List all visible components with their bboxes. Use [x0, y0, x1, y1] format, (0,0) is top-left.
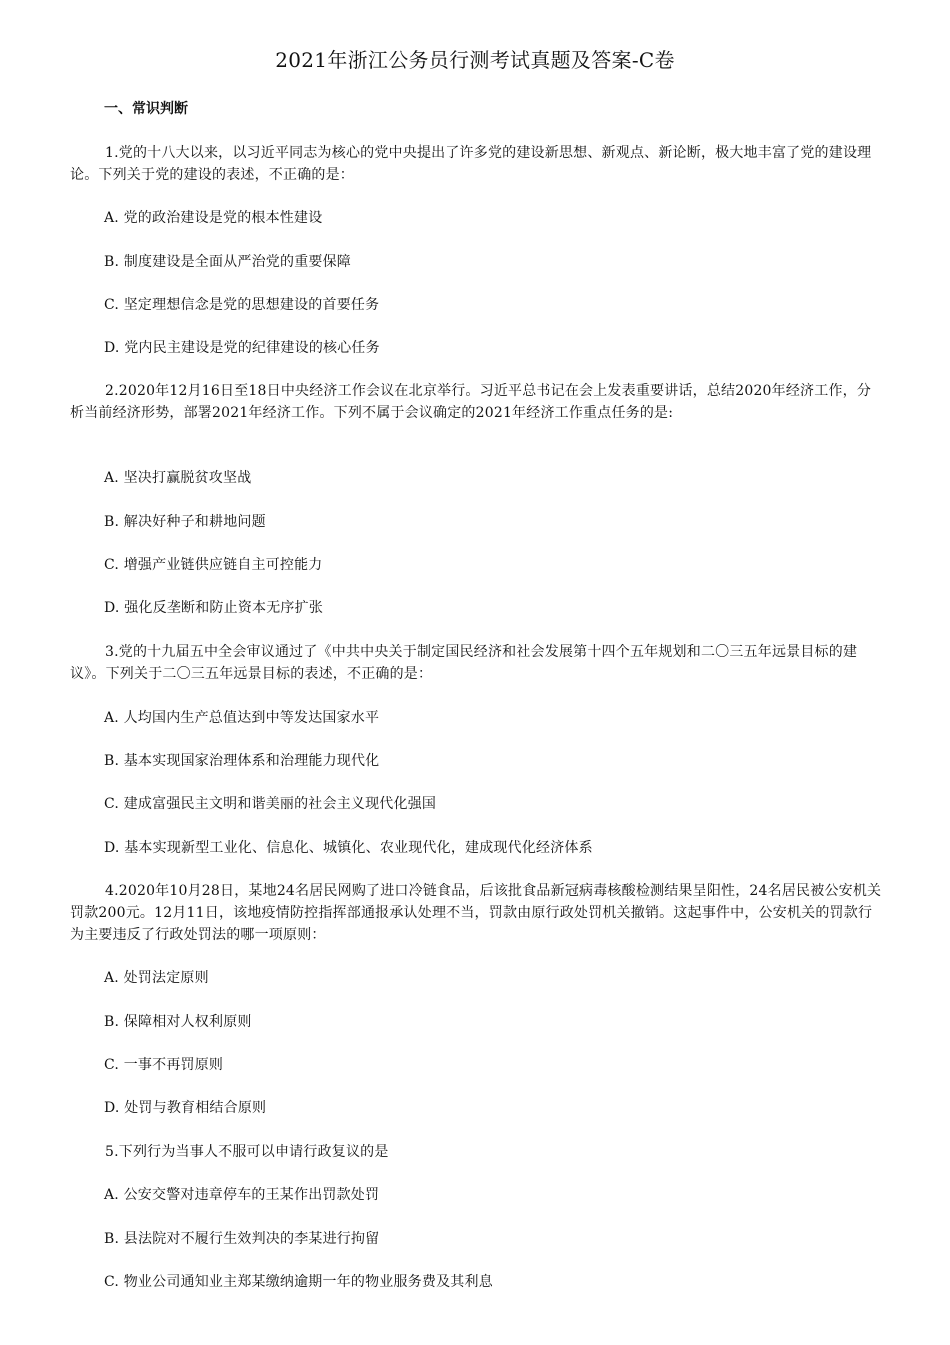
question-1-option-b: B. 制度建设是全面从严治党的重要保障: [104, 254, 351, 270]
question-5-option-c: C. 物业公司通知业主郑某缴纳逾期一年的物业服务费及其利息: [104, 1274, 493, 1290]
question-3-option-a: A. 人均国内生产总值达到中等发达国家水平: [104, 710, 380, 726]
question-4-option-c: C. 一事不再罚原则: [104, 1057, 224, 1073]
question-1-option-d: D. 党内民主建设是党的纪律建设的核心任务: [104, 340, 380, 356]
question-3-stem: 3.党的十九届五中全会审议通过了《中共中央关于制定国民经济和社会发展第十四个五年规划和二〇三五年远景目标的建议》。下列关于二〇三五年远景目标的表述，不正确的是：: [70, 644, 858, 682]
question-1-option-c: C. 坚定理想信念是党的思想建设的首要任务: [104, 297, 380, 313]
question-5-option-b: B. 县法院对不履行生效判决的李某进行拘留: [104, 1231, 380, 1247]
question-3-option-d: D. 基本实现新型工业化、信息化、城镇化、农业现代化，建成现代化经济体系: [104, 840, 593, 856]
question-4-option-a: A. 处罚法定原则: [104, 970, 209, 986]
question-3-option-b: B. 基本实现国家治理体系和治理能力现代化: [104, 753, 380, 769]
question-2-option-d: D. 强化反垄断和防止资本无序扩张: [104, 600, 324, 616]
question-2-option-a: A. 坚决打赢脱贫攻坚战: [104, 470, 252, 486]
question-4-option-d: D. 处罚与教育相结合原则: [104, 1100, 267, 1116]
question-2-option-c: C. 增强产业链供应链自主可控能力: [104, 557, 323, 573]
question-4-stem: 4.2020年10月28日，某地24名居民网购了进口冷链食品，后该批食品新冠病毒核酸检测结果呈阳性，24名居民被公安机关罚款200元。12月11日，该地疫情防控指挥部通报承认处理不当，罚款由原行政处罚机关撤销。这起事件中，公安机关的罚款行为主要违反了行政处罚法的哪一项原则：: [70, 883, 882, 943]
question-1-stem: 1.党的十八大以来，以习近平同志为核心的党中央提出了许多党的建设新思想、新观点、新论断，极大地丰富了党的建设理论。下列关于党的建设的表述，不正确的是：: [70, 145, 872, 183]
question-5-stem: 5.下列行为当事人不服可以申请行政复议的是: [105, 1144, 389, 1160]
question-4-option-b: B. 保障相对人权利原则: [104, 1014, 252, 1030]
document-title: 2021年浙江公务员行测考试真题及答案-C卷: [275, 48, 675, 72]
question-2-stem: 2.2020年12月16日至18日中央经济工作会议在北京举行。习近平总书记在会上发表重要讲话，总结2020年经济工作，分析当前经济形势，部署2021年经济工作。下列不属于会议确定的2021年经济工作重点任务的是:: [70, 383, 872, 421]
question-1-option-a: A. 党的政治建设是党的根本性建设: [104, 210, 323, 226]
question-5-option-a: A. 公安交警对违章停车的王某作出罚款处罚: [104, 1187, 380, 1203]
question-2-option-b: B. 解决好种子和耕地问题: [104, 514, 266, 530]
question-3-option-c: C. 建成富强民主文明和谐美丽的社会主义现代化强国: [104, 796, 437, 812]
section-heading: 一、常识判断: [104, 101, 188, 117]
